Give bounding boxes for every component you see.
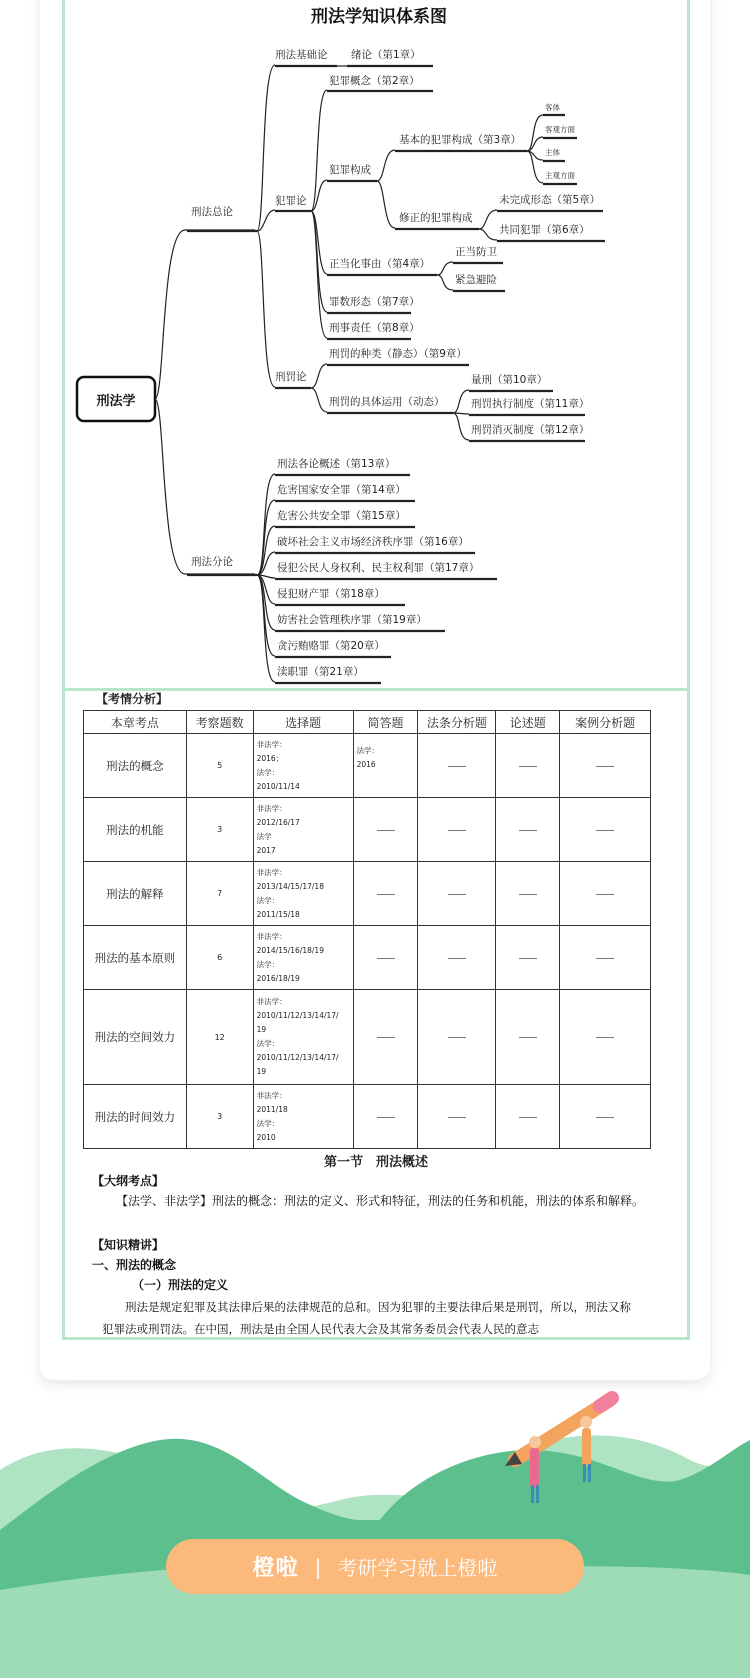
mindmap-intro: 绪论（第1章）	[351, 49, 421, 61]
empty-cell	[560, 862, 651, 926]
mindmap-self-defense: 正当防卫	[455, 246, 497, 258]
mindmap-title: 刑法学知识体系图	[311, 7, 447, 27]
mindmap-objective-aspect: 客观方面	[545, 125, 575, 134]
empty-cell	[496, 798, 560, 862]
mindmap-specific-item: 破坏社会主义市场经济秩序罪（第16章）	[277, 536, 469, 548]
choice-cell: 非法学： 2010/11/12/13/14/17/ 19 法学： 2010/11/12/13/14/17/ 19	[253, 990, 353, 1085]
topic-cell: 刑法的空间效力	[84, 990, 187, 1085]
mindmap-specific-item: 贪污贿赂罪（第20章）	[277, 640, 385, 652]
mindmap-subjective-aspect: 主观方面	[545, 171, 575, 180]
mindmap-specific-item: 危害国家安全罪（第14章）	[277, 484, 406, 496]
footer-landscape	[0, 1390, 750, 1678]
topic-cell: 刑法的时间效力	[84, 1085, 187, 1149]
mindmap-specific-item: 妨害社会管理秩序罪（第19章）	[277, 614, 427, 626]
body-text: 刑法是规定犯罪及其法律后果的法律规范的总和。因为犯罪的主要法律后果是刑罚，所以，刑法又称犯罪法或刑罚法。在中国，刑法是由全国人民代表大会及其常务委员会代表人民的意志	[102, 1300, 631, 1336]
table-header: 案例分析题	[560, 711, 651, 734]
table-row	[84, 734, 651, 798]
outline-heading: 【大纲考点】	[92, 1174, 165, 1188]
topic-cell: 刑法的解释	[84, 862, 187, 926]
part-one-heading: 一、刑法的概念	[92, 1258, 177, 1272]
mindmap-elimination: 刑罚消灭制度（第12章）	[471, 424, 590, 436]
topic-cell: 刑法的概念	[84, 734, 187, 798]
table-header: 简答题	[353, 711, 418, 734]
exam-analysis-table	[83, 710, 651, 1149]
empty-cell	[418, 926, 496, 990]
empty-cell	[418, 734, 496, 798]
mindmap-basic-constitution: 基本的犯罪构成（第3章）	[399, 134, 522, 146]
count-cell: 3	[186, 798, 253, 862]
mindmap-justification: 正当化事由（第4章）	[329, 258, 431, 270]
mindmap-necessity: 紧急避险	[455, 274, 497, 286]
empty-cell	[353, 926, 418, 990]
empty-cell	[496, 990, 560, 1085]
table-header-row	[84, 711, 651, 734]
empty-cell	[418, 990, 496, 1085]
mindmap-diagram	[65, 0, 693, 688]
mindmap-foundation: 刑法基础论	[275, 49, 328, 61]
choice-cell: 非法学： 2014/15/16/18/19 法学： 2016/18/19	[253, 926, 353, 990]
empty-cell	[496, 1085, 560, 1149]
mindmap-modified-constitution: 修正的犯罪构成	[399, 212, 473, 224]
analysis-heading: 【考情分析】	[96, 692, 169, 706]
count-cell: 3	[186, 1085, 253, 1149]
table-row	[84, 798, 651, 862]
empty-cell	[496, 926, 560, 990]
mindmap-crime-concept: 犯罪概念（第2章）	[329, 75, 420, 87]
empty-cell	[353, 990, 418, 1085]
empty-cell	[560, 926, 651, 990]
mindmap-incomplete-forms: 未完成形态（第5章）	[499, 194, 601, 206]
empty-cell	[353, 862, 418, 926]
mindmap-sentencing: 量刑（第10章）	[471, 374, 548, 386]
choice-cell: 非法学： 2012/16/17 法学 2017	[253, 798, 353, 862]
empty-cell	[418, 1085, 496, 1149]
mindmap-execution: 刑罚执行制度（第11章）	[471, 398, 590, 410]
topic-cell: 刑法的基本原则	[84, 926, 187, 990]
empty-cell	[496, 862, 560, 926]
choice-cell: 非法学： 2011/18 法学： 2010	[253, 1085, 353, 1149]
table-row	[84, 990, 651, 1085]
mindmap-criminal-liability: 刑事责任（第8章）	[329, 322, 420, 334]
outline-text: 【法学、非法学】刑法的概念：刑法的定义、形式和特征，刑法的任务和机能，刑法的体系和解释。	[116, 1194, 645, 1208]
empty-cell	[560, 798, 651, 862]
count-cell: 12	[186, 990, 253, 1085]
mindmap-punishment-types: 刑罚的种类（静态）（第9章）	[329, 348, 467, 360]
choice-cell: 非法学： 2013/14/15/17/18 法学： 2011/15/18	[253, 862, 353, 926]
count-cell: 6	[186, 926, 253, 990]
count-cell: 5	[186, 734, 253, 798]
empty-cell	[496, 734, 560, 798]
empty-cell	[418, 862, 496, 926]
mindmap-subject: 主体	[545, 148, 560, 157]
empty-cell	[353, 798, 418, 862]
mindmap-specific-item: 危害公共安全罪（第15章）	[277, 510, 406, 522]
section-title: 第一节 刑法概述	[323, 1155, 428, 1170]
choice-cell: 非法学： 2016； 法学： 2010/11/14	[253, 734, 353, 798]
brand-logo: 橙啦	[252, 1556, 299, 1581]
mindmap-joint-crime: 共同犯罪（第6章）	[499, 224, 590, 236]
sub-one-heading: （一）刑法的定义	[132, 1278, 229, 1292]
mindmap-specific-item: 刑法各论概述（第13章）	[277, 458, 396, 470]
empty-cell	[560, 734, 651, 798]
mindmap-specific-item: 侵犯财产罪（第18章）	[277, 588, 385, 600]
table-row	[84, 1085, 651, 1149]
table-row	[84, 862, 651, 926]
mindmap-root: 刑法学	[96, 394, 136, 409]
mindmap-punishment-application: 刑罚的具体运用（动态）	[329, 396, 445, 408]
slogan: 考研学习就上橙啦	[337, 1556, 498, 1580]
short-answer-cell: 法学： 2016	[353, 734, 418, 798]
topic-cell: 刑法的机能	[84, 798, 187, 862]
table-row	[84, 926, 651, 990]
mindmap-punishment-theory: 刑罚论	[275, 371, 307, 383]
mindmap-crime-constitution: 犯罪构成	[329, 164, 371, 176]
table-header: 选择题	[253, 711, 353, 734]
table-header: 本章考点	[84, 711, 187, 734]
cta-banner[interactable]	[166, 1539, 584, 1594]
empty-cell	[560, 990, 651, 1085]
mindmap-specific-item: 侵犯公民人身权利、民主权利罪（第17章）	[277, 562, 480, 574]
mindmap-object: 客体	[545, 103, 560, 112]
empty-cell	[560, 1085, 651, 1149]
mindmap-specific-item: 渎职罪（第21章）	[277, 666, 364, 678]
table-header: 考察题数	[186, 711, 253, 734]
mindmap-number-of-crimes: 罪数形态（第7章）	[329, 296, 420, 308]
divider-bar: |	[314, 1554, 322, 1579]
table-header: 论述题	[496, 711, 560, 734]
mindmap-crime-theory: 犯罪论	[275, 195, 307, 207]
knowledge-heading: 【知识精讲】	[92, 1238, 165, 1252]
empty-cell	[418, 798, 496, 862]
table-header: 法条分析题	[418, 711, 496, 734]
mindmap-specific: 刑法分论	[191, 556, 233, 568]
mindmap-general: 刑法总论	[191, 206, 233, 218]
count-cell: 7	[186, 862, 253, 926]
empty-cell	[353, 1085, 418, 1149]
